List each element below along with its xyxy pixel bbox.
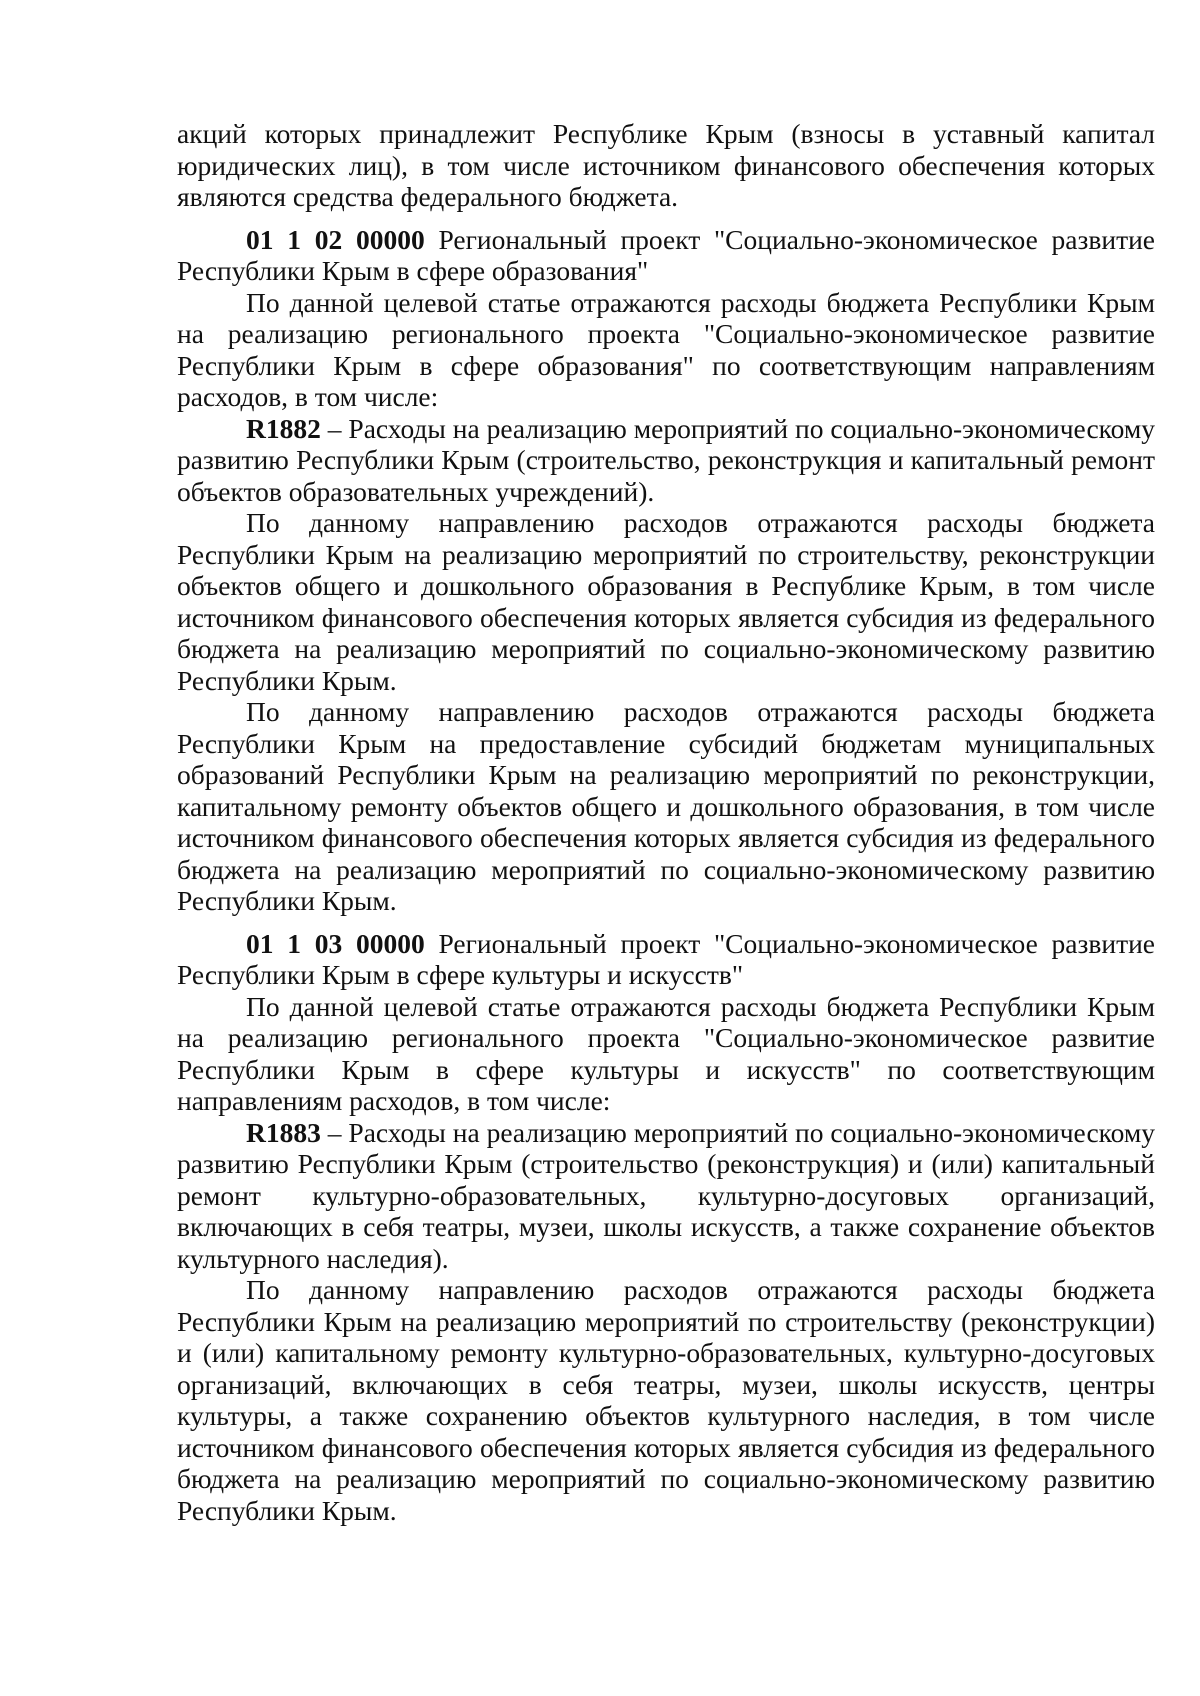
section-heading-culture [177, 928, 1155, 991]
expense-item-text: – Расходы на реализацию мероприятий по социально-экономическому развитию Республики Крым (строительство (реконструкция) и (или) капитальный ремонт культурно-образовательных, культурно-досуговых организаций, включающих в себя театры, музеи, школы искусств, а также сохранение объектов культурного наследия). [177, 1116, 1155, 1274]
paragraph-culture-intro [177, 991, 1155, 1117]
paragraph-text: По данному направлению расходов отражаются расходы бюджета Республики Крым на реализацию мероприятий по строительству, реконструкции объектов общего и дошкольного образования в Республике Крым, в том числе источником финансового обеспечения которых является субсидия из федерального бюджета на реализацию мероприятий по социально-экономическому развитию Республики Крым. [177, 507, 1155, 696]
paragraph-text: По данному направлению расходов отражаются расходы бюджета Республики Крым на предоставление субсидий бюджетам муниципальных образований Республики Крым на реализацию мероприятий по реконструкции, капитальному ремонту объектов общего и дошкольного образования, в том числе источником финансового обеспечения которых является субсидия из федерального бюджета на реализацию мероприятий по социально-экономическому развитию Республики Крым. [177, 696, 1155, 916]
paragraph-culture-construction [177, 1274, 1155, 1526]
paragraph-education-subsidies [177, 696, 1155, 917]
expense-code: R1883 [246, 1116, 321, 1148]
section-heading-text: Региональный проект "Социально-экономическое развитие Республики Крым в сфере культуры и искусств" [177, 927, 1156, 990]
expense-item-r1882 [177, 413, 1155, 508]
document-body [177, 118, 1155, 1526]
paragraph-text: По данному направлению расходов отражаются расходы бюджета Республики Крым на реализацию мероприятий по строительству (реконструкции) и (или) капитальному ремонту культурно-образовательных, культурно-досуговых организаций, включающих в себя театры, музеи, школы искусств, центры культуры, а также сохранению объектов культурного наследия, в том числе источником финансового обеспечения которых является субсидия из федерального бюджета на реализацию мероприятий по социально-экономическому развитию Республики Крым. [177, 1274, 1155, 1526]
paragraph-education-construction [177, 507, 1155, 696]
section-heading-education [177, 224, 1155, 287]
target-article-code: 01 1 03 00000 [246, 927, 425, 959]
paragraph-text: По данной целевой статье отражаются расходы бюджета Республики Крым на реализацию регионального проекта "Социально-экономическое развитие Республики Крым в сфере культуры и искусств" по соответствующим направлениям расходов, в том числе: [177, 990, 1155, 1116]
expense-item-r1883 [177, 1117, 1155, 1275]
section-heading-text: Региональный проект "Социально-экономическое развитие Республики Крым в сфере образования" [177, 223, 1156, 286]
paragraph-text: акций которых принадлежит Республике Крым (взносы в уставный капитал юридических лиц), в том числе источником финансового обеспечения которых являются средства федерального бюджета. [177, 118, 1155, 212]
expense-item-text: – Расходы на реализацию мероприятий по социально-экономическому развитию Республики Крым (строительство, реконструкция и капитальный ремонт объектов образовательных учреждений). [177, 412, 1155, 507]
paragraph-text: По данной целевой статье отражаются расходы бюджета Республики Крым на реализацию регионального проекта "Социально-экономическое развитие Республики Крым в сфере образования" по соответствующим направлениям расходов, в том числе: [177, 286, 1155, 412]
paragraph-continuation [177, 118, 1155, 213]
expense-code: R1882 [246, 412, 321, 444]
target-article-code: 01 1 02 00000 [246, 223, 425, 255]
paragraph-education-intro [177, 287, 1155, 413]
